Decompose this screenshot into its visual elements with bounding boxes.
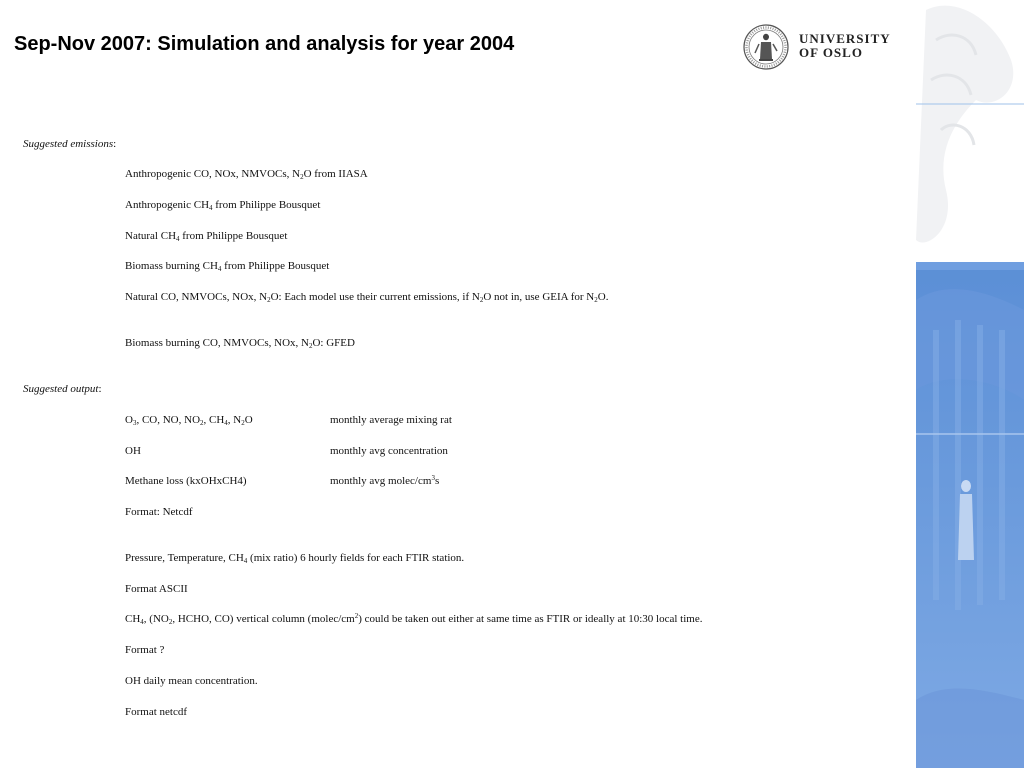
emission-item: Anthropogenic $CH_4$ from Philippe Bousquet xyxy=(125,199,321,212)
format-unknown-line: Format ? xyxy=(125,644,165,656)
format-netcdf-line: Format: Netcdf xyxy=(125,506,193,518)
format-netcdf-line-2: Format netcdf xyxy=(125,706,188,718)
output-species-label: $O_3$, CO, NO, $NO_2$, $CH_4$, $N_2O$ xyxy=(125,414,253,427)
decorative-side-panel xyxy=(916,0,1024,768)
output-methane-loss-label: Methane loss (kxOHxCH4) xyxy=(125,475,247,487)
emission-item: Biomass burning CO, NMVOCs, NOx, $N_2O$: GFED xyxy=(125,337,355,350)
slide-title: Sep-Nov 2007: Simulation and analysis for year 2004 xyxy=(14,33,515,55)
section-heading-output: Suggested output: xyxy=(23,383,102,395)
oh-daily-line: OH daily mean concentration. xyxy=(125,675,258,687)
output-oh-value: monthly avg concentration xyxy=(330,445,448,457)
pressure-temperature-line: Pressure, Temperature, $CH_4$ (mix ratio) 6 hourly fields for each FTIR station. xyxy=(125,552,465,565)
output-methane-loss-value: monthly avg molec/$cm^3s$ xyxy=(330,474,440,487)
university-logo xyxy=(742,23,902,73)
emission-item: Natural $CH_4$ from Philippe Bousquet xyxy=(125,230,288,243)
emission-item: Natural CO, NMVOCs, NOx, $N_2O$: Each model use their current emissions, if $N_2O$ not in, use GEIA for $N_2O$. xyxy=(125,291,609,304)
vertical-column-line: $CH_4$, ($NO_2$, HCHO, CO) vertical column $(molec/cm^2)$ could be taken out either at same time as FTIR or ideally at 10:30 local time. xyxy=(125,612,703,626)
university-seal-icon xyxy=(742,23,790,71)
output-species-value: monthly average mixing rat xyxy=(330,414,452,426)
section-heading-emissions: Suggested emissions: xyxy=(23,138,117,150)
emission-item: Biomass burning $CH_4$ from Philippe Bousquet xyxy=(125,260,330,273)
logo-text-university: UNIVERSITY xyxy=(799,31,891,46)
format-ascii-line: Format ASCII xyxy=(125,583,188,595)
emission-item: Anthropogenic CO, NOx, NMVOCs, $N_2O$ from IIASA xyxy=(125,168,368,181)
output-oh-label: OH xyxy=(125,445,141,457)
logo-text-of-oslo: OF OSLO xyxy=(799,45,863,60)
